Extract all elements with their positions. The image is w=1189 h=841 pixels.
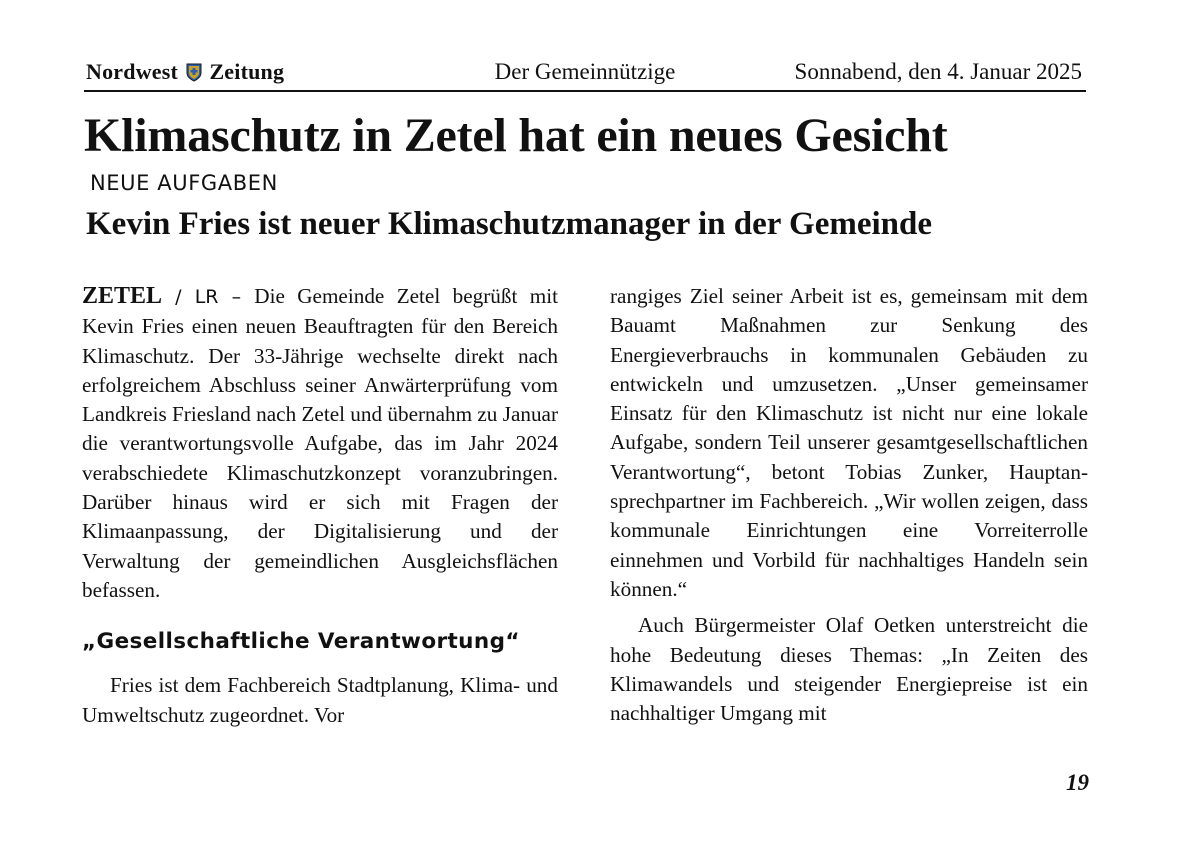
- article-kicker: NEUE AUFGABEN: [90, 171, 278, 195]
- article-column-left: [82, 282, 558, 730]
- paragraph-1-text: Die Gemeinde Zetel begrüßt mit Kevin Fries einen neuen Beauftragten für den Bereich Klimaschutz. Der 33-Jährige wechselte direkt nach erfolgreichem Abschluss seiner Anwärterprüfung vom Landkreis Friesland nach Zetel und übernahm zu Januar die verantwortungsvolle Aufgabe, das im Jahr 2024 verabschiedete Klimaschutzkonzept voranzubringen. Darüber hinaus wird er sich mit Fragen der Klimaanpassung, der Digitalisierung und der Verwaltung der gemeindlichen Ausgleichsflächen befassen.: [82, 284, 558, 602]
- article-paragraph-2-continued: rangiges Ziel seiner Arbeit ist es, gemeinsam mit dem Bauamt Maßnahmen zur Senkung des Energieverbrauchs in kommunalen Gebäuden zu entwickeln und umzusetzen. „Unser gemeinsamer Einsatz für den Klimaschutz ist nicht nur eine lokale Aufgabe, sondern Teil unserer gesamtgesellschaftlichen Verantwortung“, betont Tobias Zunker, Hauptansprechpartner im Fachbereich. „Wir wollen zeigen, dass kommunale Einrichtungen eine Vorreiterrolle einnehmen und Vorbild für nachhaltiges Handeln sein können.“: [610, 284, 1088, 601]
- dateline-source: / LR –: [162, 286, 255, 308]
- article-subheadline: Kevin Fries ist neuer Klimaschutzmanager in der Gemeinde: [86, 206, 933, 242]
- issue-date: Sonnabend, den 4. Januar 2025: [794, 59, 1082, 84]
- masthead: [84, 56, 1086, 88]
- newspaper-name-right: Zeitung: [209, 59, 285, 84]
- article-paragraph-2: Fries ist dem Fachbereich Stadtplanung, Klima- und Umweltschutz zugeordnet. Vor: [82, 673, 558, 727]
- article-paragraph-1: [82, 282, 558, 605]
- page-number: 19: [1066, 770, 1089, 795]
- newspaper-name-left: Nordwest: [86, 59, 179, 84]
- dateline-place: ZETEL: [82, 283, 163, 309]
- article-paragraph-3: Auch Bürgermeister Olaf Oetken unterstreicht die hohe Bedeutung dieses Themas: „In Zeiten des Klimawandels und steigender Energiepreise ist ein nachhaltiger Umgang mit: [610, 613, 1088, 726]
- article-column-right: [610, 282, 1088, 728]
- section-name: Der Gemeinnützige: [494, 59, 676, 84]
- article-headline: Klimaschutz in Zetel hat ein neues Gesicht: [84, 109, 948, 162]
- masthead-rule: [84, 90, 1086, 92]
- article-interheadline: „Gesellschaftliche Verantwortung“: [82, 629, 520, 655]
- paragraph-spacer: [610, 604, 1088, 611]
